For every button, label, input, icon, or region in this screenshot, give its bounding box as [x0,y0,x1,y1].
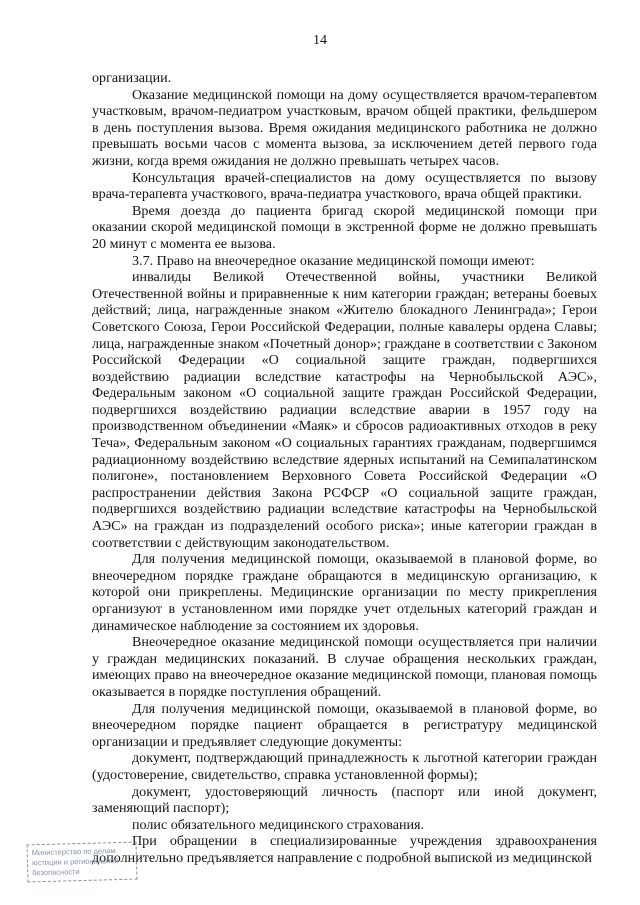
page-number: 14 [313,33,327,48]
document-body [92,70,597,867]
paragraph-7: Для получения медицинской помощи, оказываемой в плановой форме, во внеочередном порядке граждане обращаются в медицинскую организацию, к которой они прикреплены. Медицинские организации по месту прикрепления организуют в установленном ими порядке учет отдельных категорий граждан и динамическое наблюдение за состоянием их здоровья. [92,551,597,634]
stamp-line: юстиции и региональной [31,856,119,868]
paragraph-1: организации. [92,70,172,86]
paragraph-8: Внеочередное оказание медицинской помощи осуществляется при наличии у граждан медицинских показаний. В случае обращения нескольких граждан, имеющих право на внеочередное оказание медицинской помощи, плановая помощь оказывается в порядке поступления обращений. [92,634,597,700]
paragraph-eligible-categories: инвалиды Великой Отечественной войны, участники Великой Отечественной войны и приравненные к ним категории граждан; ветераны боевых действий; лица, награжденные знаком «Жителю блокадного Ленинграда»; Герои Советского Союза, Герои Российской Федерации, полные кавалеры ордена Славы; лица, награжденные знаком «Почетный донор»; граждане в соответствии с Законом Российской Федерации «О социальной защите граждан, подвергшихся воздействию радиации вследствие катастрофы на Чернобыльской АЭС», Федеральным законом «О социальной защите граждан Российской Федерации, подвергшихся воздействию радиации вследствие аварии в 1957 году на производственном объединении «Маяк» и сбросов радиоактивных отходов в реку Теча», Федеральным законом «О социальных гарантиях гражданам, подвергшимся радиационному воздействию вследствие ядерных испытаний на Семипалатинском полигоне», постановлением Верховного Совета Российской Федерации «О распространении действия Закона РСФСР «О социальной защите граждан, подвергшихся воздействию радиации вследствие катастрофы на Чернобыльской АЭС» на граждан из подразделений особого риска»; иные категории граждан в соответствии с действующим законодательством. [92,269,597,551]
stamp-line: Министерство по делам [31,846,116,858]
paragraph-3: Консультация врачей-специалистов на дому осуществляется по вызову врача-терапевта участкового, врача-педиатра участкового, врача общей практики. [92,169,597,203]
paragraph-4: Время доезда до пациента бригад скорой медицинской помощи при оказании скорой медицинской помощи в экстренной форме не должно превышать 20 минут с момента ее вызова. [92,202,597,252]
paragraph-9: Для получения медицинской помощи, оказываемой в плановой форме, во внеочередном порядке пациент обращается в регистратуру медицинской организации и предъявляет следующие документы: [92,700,597,750]
paragraph-13: При обращении в специализированные учреждения здравоохранения дополнительно предъявляется направление с подробной выпиской из медицинской [92,833,597,866]
registration-stamp [27,842,138,883]
paragraph-2: Оказание медицинской помощи на дому осуществляется врачом-терапевтом участковым, врачом-педиатром участковым, врачом общей практики, фельдшером в день поступления вызова. Время ожидания медицинского работника не должно превышать восьми часов с момента вызова, за исключением детей первого года жизни, когда время ожидания не должно превышать четырех часов. [92,86,597,169]
list-item-insurance-policy: полис обязательного медицинского страхования. [132,816,425,833]
list-item-document-identity: документ, удостоверяющий личность (паспорт или иной документ, заменяющий паспорт); [92,783,597,817]
stamp-line: безопасности [32,867,80,878]
section-heading-3-7: 3.7. Право на внеочередное оказание медицинской помощи имеют: [132,252,535,269]
list-item-document-benefit: документ, подтверждающий принадлежность к льготной категории граждан (удостоверение, свидетельство, справка установленной формы); [92,750,597,783]
